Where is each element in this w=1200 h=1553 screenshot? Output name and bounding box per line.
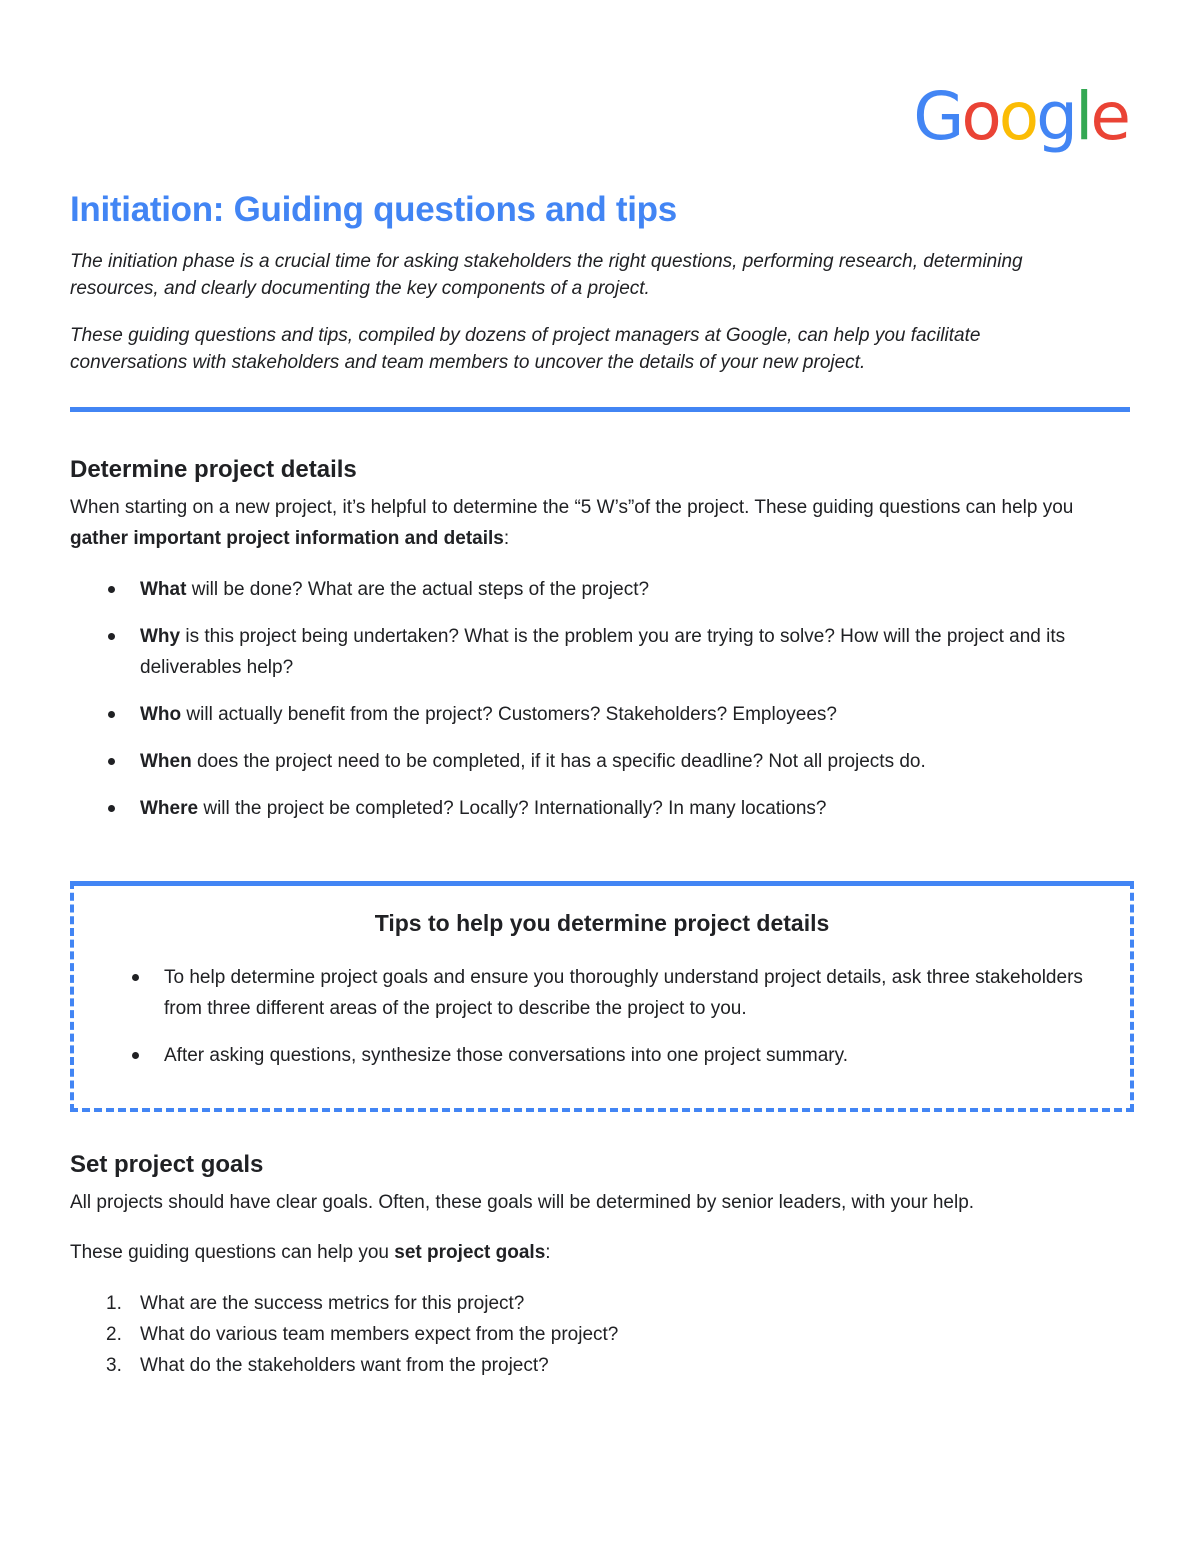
list-item-keyword: Why — [140, 626, 181, 647]
list-item — [70, 793, 1130, 824]
list-item — [70, 1288, 618, 1319]
paragraph-bold-text: gather important project information and details — [70, 528, 504, 549]
intro-paragraph: These guiding questions and tips, compiled by dozens of project managers at Google, can help you facilitate conversations with stakeholders and team members to uncover the details of your new project. — [70, 325, 981, 373]
list-item-text: What do the stakeholders want from the project? — [140, 1355, 549, 1376]
list-item-text: is this project being undertaken? What is the problem you are trying to solve? How will the project and its deliverables help? — [140, 626, 1066, 678]
logo-letter: o — [961, 78, 999, 155]
list-item — [70, 574, 1130, 605]
section-heading-project-goals: Set project goals — [70, 1151, 264, 1178]
section-heading-project-details: Determine project details — [70, 456, 357, 483]
list-item-keyword: When — [140, 751, 192, 772]
intro-paragraph: The initiation phase is a crucial time for asking stakeholders the right questions, performing research, determining resources, and clearly documenting the key components of a project. — [70, 251, 1023, 299]
paragraph-text: When starting on a new project, it’s helpful to determine the “5 W’s”of the project. These guiding questions can help you — [70, 497, 1074, 518]
list-item-keyword: Who — [140, 704, 182, 725]
list-item — [70, 699, 1130, 730]
list-item-text: will the project be completed? Locally? Internationally? In many locations? — [198, 798, 827, 819]
google-logo — [913, 78, 1128, 155]
logo-letter: e — [1090, 78, 1128, 155]
goals-intro-paragraph — [70, 1237, 1130, 1268]
logo-letter: o — [998, 78, 1037, 155]
section-intro-paragraph — [70, 492, 1130, 554]
tips-heading: Tips to help you determine project details — [374, 910, 830, 936]
tips-list — [94, 962, 1104, 1087]
goals-paragraph: All projects should have clear goals. Often, these goals will be determined by senior leaders, with your help. — [70, 1192, 975, 1213]
goals-question-list — [70, 1288, 618, 1381]
list-item-text: will be done? What are the actual steps of the project? — [186, 579, 650, 600]
page-title: Initiation: Guiding questions and tips — [70, 190, 677, 229]
list-number: 1. — [106, 1293, 122, 1314]
list-item-text: does the project need to be completed, if it has a specific deadline? Not all projects do. — [191, 751, 926, 772]
logo-letter: G — [913, 78, 962, 155]
list-item — [70, 1319, 618, 1350]
list-item: After asking questions, synthesize those conversations into one project summary. — [94, 1040, 1104, 1071]
list-number: 2. — [106, 1324, 122, 1345]
paragraph-text: These guiding questions can help you — [70, 1242, 395, 1263]
list-item-text: What are the success metrics for this project? — [140, 1293, 525, 1314]
list-item-text: What do various team members expect from the project? — [140, 1324, 619, 1345]
paragraph-text: : — [503, 528, 510, 549]
list-item — [70, 621, 1130, 683]
five-ws-list — [70, 574, 1130, 840]
logo-letter: g — [1036, 78, 1076, 155]
section-divider — [70, 407, 1130, 412]
list-item-keyword: What — [140, 579, 187, 600]
intro-block — [70, 248, 1070, 396]
list-item — [70, 1350, 618, 1381]
list-item: To help determine project goals and ensure you thoroughly understand project details, ask three stakeholders from three different areas of the project to describe the project to you. — [94, 962, 1104, 1024]
paragraph-bold-text: set project goals — [394, 1242, 546, 1263]
tips-box — [70, 881, 1134, 1112]
list-item-keyword: Where — [140, 798, 199, 819]
list-item-text: will actually benefit from the project? Customers? Stakeholders? Employees? — [181, 704, 837, 725]
logo-letter: l — [1075, 78, 1091, 155]
list-item — [70, 746, 1130, 777]
paragraph-text: : — [545, 1242, 551, 1263]
list-number: 3. — [106, 1355, 122, 1376]
